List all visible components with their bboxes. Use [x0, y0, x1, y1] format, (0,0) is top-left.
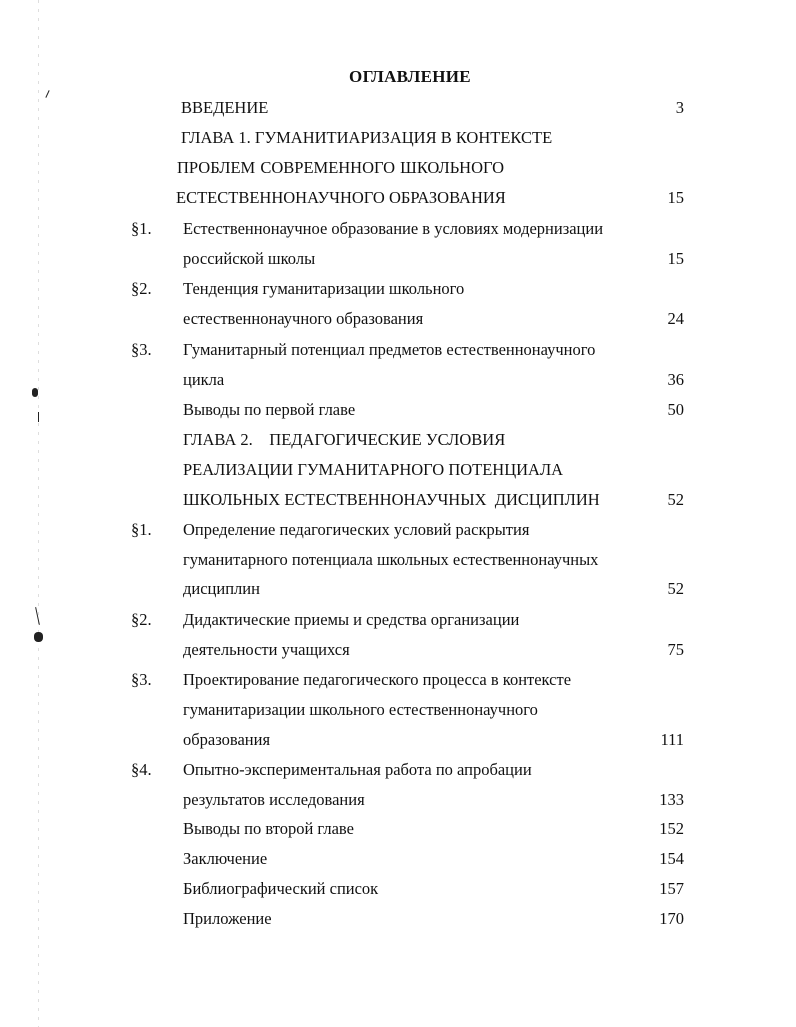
page-title: ОГЛАВЛЕНИЕ: [349, 67, 471, 86]
toc-entry-page: 157: [659, 879, 684, 898]
toc-entry-text: естественнонаучного образования: [183, 309, 424, 328]
toc-entry-text: ГЛАВА 1. ГУМАНИТИАРИЗАЦИЯ В КОНТЕКСТЕ: [181, 128, 553, 147]
toc-section-number: §2.: [131, 279, 152, 298]
toc-entry-text: Определение педагогических условий раскрытия: [183, 520, 530, 539]
toc-entry-page: 152: [659, 819, 684, 838]
toc-entry-page: 52: [667, 490, 684, 509]
scan-blot: [34, 632, 43, 642]
toc-entry-text: российской школы: [183, 249, 316, 268]
toc-entry-page: 52: [667, 579, 684, 598]
toc-section-number: §1.: [131, 520, 152, 539]
toc-entry-text: Библиографический список: [183, 879, 379, 898]
toc-entry-text: образования: [183, 730, 271, 749]
scan-mark: [45, 90, 49, 98]
toc-entry-text: Заключение: [183, 849, 268, 868]
toc-entry-text: Естественнонаучное образование в условиях модернизации: [183, 219, 604, 238]
toc-entry-text: деятельности учащихся: [183, 640, 350, 659]
scan-edge: [38, 0, 39, 1027]
toc-entry-text: Приложение: [183, 909, 272, 928]
toc-entry-text: результатов исследования: [183, 790, 365, 809]
toc-entry-text: Опытно-экспериментальная работа по апробации: [183, 760, 532, 779]
scan-mark: [38, 412, 39, 422]
toc-entry-page: 50: [667, 400, 684, 419]
toc-entry-text: ПРОБЛЕМ СОВРЕМЕННОГО ШКОЛЬНОГО: [177, 158, 505, 177]
toc-entry-text: дисциплин: [183, 579, 260, 598]
scan-blot: [32, 388, 38, 397]
toc-entry-text: Выводы по первой главе: [183, 400, 356, 419]
toc-entry-text: гуманитарного потенциала школьных естественнонаучных: [183, 550, 599, 569]
toc-section-number: §4.: [131, 760, 152, 779]
toc-entry-text: цикла: [183, 370, 225, 389]
toc-entry-page: 75: [667, 640, 684, 659]
toc-entry-page: 111: [660, 730, 684, 749]
toc-entry-text: Проектирование педагогического процесса в контексте: [183, 670, 572, 689]
toc-entry-text: Дидактические приемы и средства организации: [183, 610, 520, 629]
toc-entry-page: 15: [667, 249, 684, 268]
toc-entry-page: 24: [667, 309, 684, 328]
toc-entry-page: 36: [667, 370, 684, 389]
toc-entry-page: 154: [659, 849, 684, 868]
toc-entry-text: ГЛАВА 2. ПЕДАГОГИЧЕСКИЕ УСЛОВИЯ: [183, 430, 506, 449]
toc-entry-page: 170: [659, 909, 684, 928]
toc-section-number: §1.: [131, 219, 152, 238]
toc-entry-text: РЕАЛИЗАЦИИ ГУМАНИТАРНОГО ПОТЕНЦИАЛА: [183, 460, 564, 479]
toc-entry-text: Тенденция гуманитаризации школьного: [183, 279, 465, 298]
toc-entry-page: 15: [667, 188, 684, 207]
toc-entry-text: ВВЕДЕНИЕ: [181, 98, 269, 117]
toc-section-number: §3.: [131, 340, 152, 359]
toc-entry-text: Выводы по второй главе: [183, 819, 354, 838]
toc-entry-text: Гуманитарный потенциал предметов естественнонаучного: [183, 340, 596, 359]
toc-entry-text: гуманитаризации школьного естественнонаучного: [183, 700, 538, 719]
toc-entry-page: 133: [659, 790, 684, 809]
toc-section-number: §2.: [131, 610, 152, 629]
toc-entry-page: 3: [675, 98, 684, 117]
toc-entry-text: ШКОЛЬНЫХ ЕСТЕСТВЕННОНАУЧНЫХ ДИСЦИПЛИН: [183, 490, 600, 509]
toc-entry-text: ЕСТЕСТВЕННОНАУЧНОГО ОБРАЗОВАНИЯ: [176, 188, 506, 207]
toc-section-number: §3.: [131, 670, 152, 689]
